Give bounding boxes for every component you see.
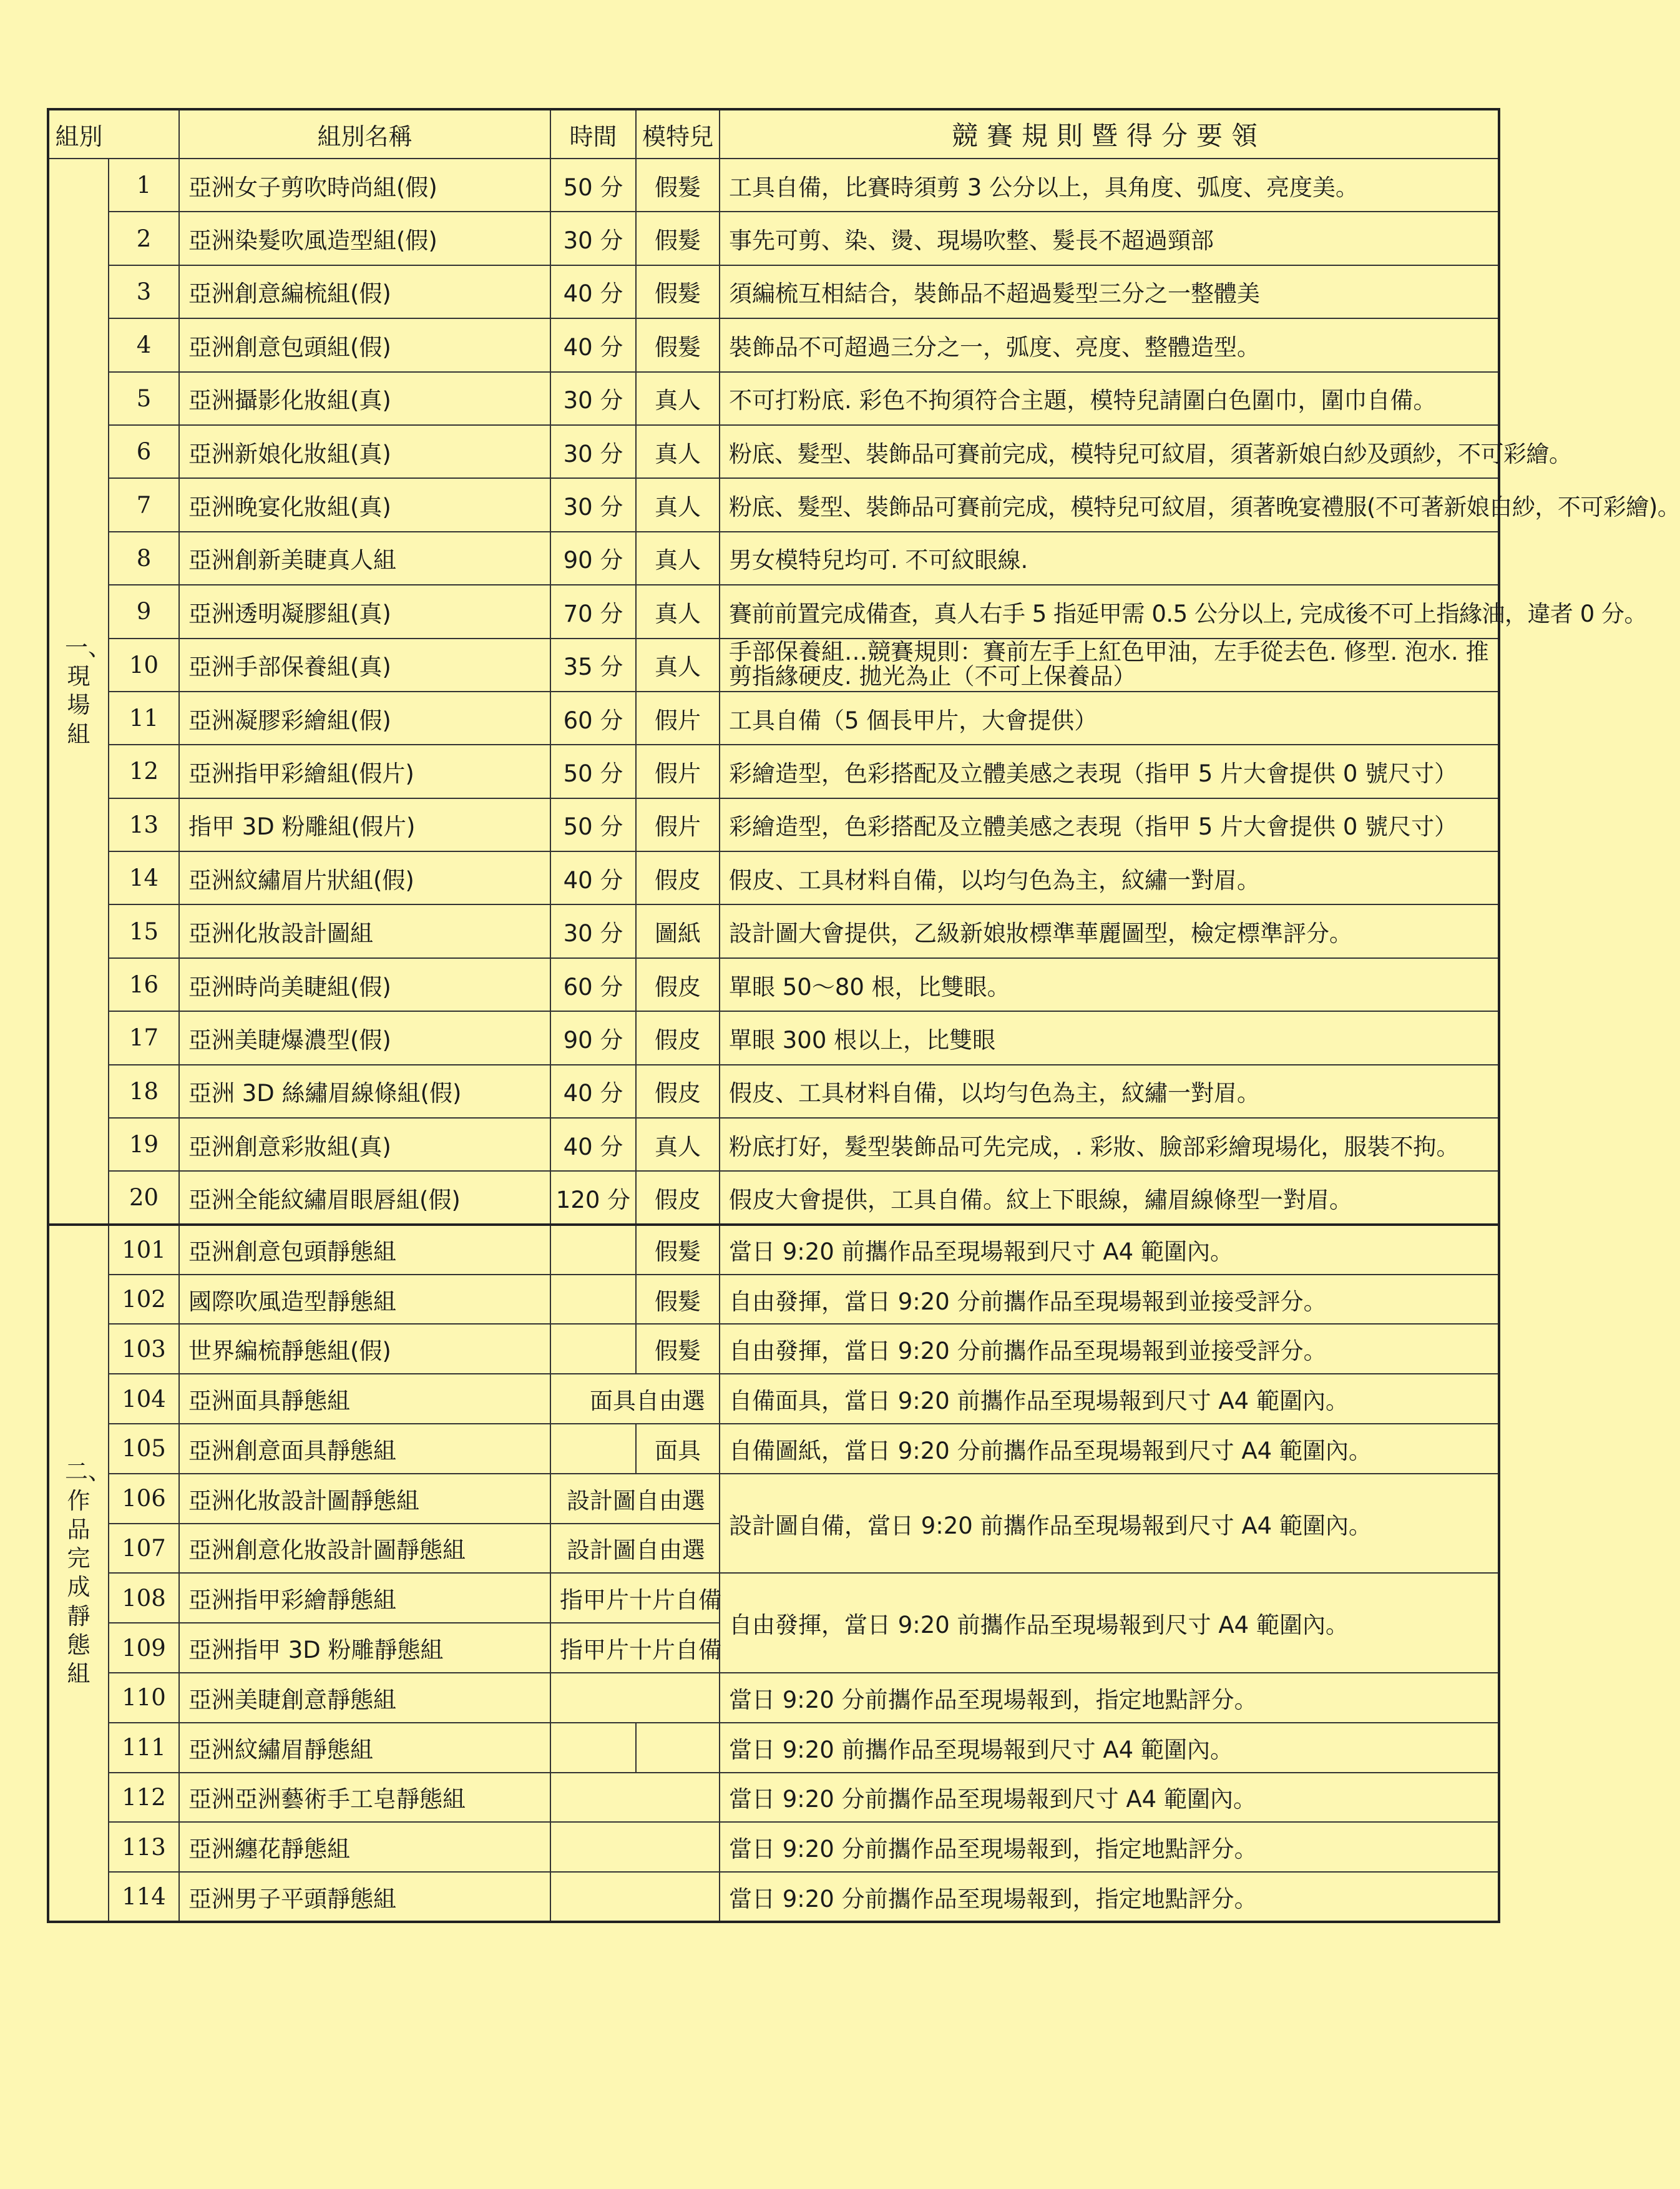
group-model: 假皮 [636, 1011, 720, 1064]
group-rules: 設計圖大會提供，乙級新娘妝標準華麗圖型，檢定標準評分。 [720, 904, 1499, 957]
group-rules: 當日 9:20 分前攜作品至現場報到尺寸 A4 範圍內。 [720, 1773, 1499, 1823]
table-row [48, 958, 1499, 1011]
header-group-name: 組別名稱 [179, 109, 550, 159]
group-model: 假髮 [636, 159, 720, 212]
table-row [48, 1773, 1499, 1823]
group-number: 112 [109, 1773, 179, 1823]
group-number: 5 [109, 372, 179, 425]
group-time: 90 分 [550, 1011, 636, 1064]
group-name: 世界編梳靜態組(假) [179, 1324, 550, 1374]
group-name: 亞洲手部保養組(真) [179, 639, 550, 692]
group-time [550, 1723, 636, 1773]
group-rules: 事先可剪、染、燙、現場吹整、髮長不超過頸部 [720, 212, 1499, 265]
table-row [48, 745, 1499, 798]
group-number: 6 [109, 425, 179, 478]
group-number: 14 [109, 851, 179, 904]
group-model [636, 1723, 720, 1773]
group-number: 20 [109, 1171, 179, 1224]
group-rules: 賽前前置完成備查，真人右手 5 指延甲需 0.5 公分以上, 完成後不可上指緣油，違者 0 分。 [720, 585, 1499, 638]
group-rules: 假皮大會提供，工具自備。紋上下眼線，繡眉線條型一對眉。 [720, 1171, 1499, 1224]
group-number: 19 [109, 1118, 179, 1171]
group-rules: 自由發揮，當日 9:20 分前攜作品至現場報到並接受評分。 [720, 1275, 1499, 1325]
group-name: 亞洲指甲彩繪靜態組 [179, 1573, 550, 1623]
group-time: 90 分 [550, 532, 636, 585]
group-material: 指甲片十片自備 [550, 1573, 720, 1623]
table-row [48, 159, 1499, 212]
table-row [48, 851, 1499, 904]
table-row [48, 798, 1499, 851]
group-rules: 當日 9:20 分前攜作品至現場報到，指定地點評分。 [720, 1673, 1499, 1723]
group-rules: 單眼 50～80 根，比雙眼。 [720, 958, 1499, 1011]
group-number: 110 [109, 1673, 179, 1723]
table-row [48, 692, 1499, 745]
group-model: 假髮 [636, 1275, 720, 1325]
group-number: 101 [109, 1225, 179, 1275]
group-name: 亞洲透明凝膠組(真) [179, 585, 550, 638]
group-number: 111 [109, 1723, 179, 1773]
group-time: 60 分 [550, 692, 636, 745]
group-name: 亞洲染髮吹風造型組(假) [179, 212, 550, 265]
group-rules: 單眼 300 根以上，比雙眼 [720, 1011, 1499, 1064]
group-rules: 假皮、工具材料自備，以均勻色為主，紋繡一對眉。 [720, 851, 1499, 904]
group-name: 亞洲創意彩妝組(真) [179, 1118, 550, 1171]
group-number: 10 [109, 639, 179, 692]
group-number: 114 [109, 1872, 179, 1922]
group-number: 107 [109, 1524, 179, 1574]
group-time: 50 分 [550, 745, 636, 798]
category-static-label: 二、作品完成靜態組 [65, 1458, 111, 1688]
group-name: 亞洲攝影化妝組(真) [179, 372, 550, 425]
group-number: 16 [109, 958, 179, 1011]
group-time: 30 分 [550, 904, 636, 957]
group-time: 70 分 [550, 585, 636, 638]
group-rules: 工具自備（5 個長甲片，大會提供） [720, 692, 1499, 745]
group-material: 設計圖自由選 [550, 1474, 720, 1524]
group-rules: 設計圖自備，當日 9:20 前攜作品至現場報到尺寸 A4 範圍內。 [720, 1474, 1499, 1574]
group-time: 30 分 [550, 425, 636, 478]
group-rules: 當日 9:20 分前攜作品至現場報到，指定地點評分。 [720, 1822, 1499, 1872]
group-model: 圖紙 [636, 904, 720, 957]
group-name: 亞洲晚宴化妝組(真) [179, 478, 550, 531]
group-name: 亞洲創意包頭靜態組 [179, 1225, 550, 1275]
group-number: 106 [109, 1474, 179, 1524]
table-row [48, 425, 1499, 478]
group-number: 102 [109, 1275, 179, 1325]
group-name: 亞洲新娘化妝組(真) [179, 425, 550, 478]
category-static [48, 1225, 109, 1922]
group-number: 1 [109, 159, 179, 212]
group-number: 108 [109, 1573, 179, 1623]
group-number: 104 [109, 1374, 179, 1424]
group-material [550, 1822, 720, 1872]
table-row [48, 212, 1499, 265]
table-row [48, 1573, 1499, 1623]
group-number: 3 [109, 265, 179, 318]
group-name: 亞洲創意編梳組(假) [179, 265, 550, 318]
group-rules: 假皮、工具材料自備，以均勻色為主，紋繡一對眉。 [720, 1065, 1499, 1118]
group-time: 50 分 [550, 159, 636, 212]
group-number: 15 [109, 904, 179, 957]
group-rules: 當日 9:20 前攜作品至現場報到尺寸 A4 範圍內。 [720, 1723, 1499, 1773]
group-time: 40 分 [550, 318, 636, 371]
group-rules: 工具自備，比賽時須剪 3 公分以上，具角度、弧度、亮度美。 [720, 159, 1499, 212]
group-number: 8 [109, 532, 179, 585]
group-material: 面具自由選 [550, 1374, 720, 1424]
group-name: 亞洲紋繡眉靜態組 [179, 1723, 550, 1773]
table-row [48, 1822, 1499, 1872]
table-row [48, 1118, 1499, 1171]
group-rules: 自備面具，當日 9:20 前攜作品至現場報到尺寸 A4 範圍內。 [720, 1374, 1499, 1424]
table-row [48, 372, 1499, 425]
group-model: 假髮 [636, 265, 720, 318]
group-material [550, 1773, 720, 1823]
table-row [48, 1424, 1499, 1474]
group-rules: 自由發揮，當日 9:20 前攜作品至現場報到尺寸 A4 範圍內。 [720, 1573, 1499, 1673]
group-rules: 不可打粉底. 彩色不拘須符合主題，模特兒請圍白色圍巾，圍巾自備。 [720, 372, 1499, 425]
table-row [48, 478, 1499, 531]
group-time [550, 1424, 636, 1474]
group-model: 假髮 [636, 1225, 720, 1275]
group-name: 指甲 3D 粉雕組(假片) [179, 798, 550, 851]
group-time: 120 分 [550, 1171, 636, 1224]
group-name: 亞洲全能紋繡眉眼唇組(假) [179, 1171, 550, 1224]
header-time: 時間 [550, 109, 636, 159]
group-rules: 當日 9:20 分前攜作品至現場報到，指定地點評分。 [720, 1872, 1499, 1922]
table-row [48, 318, 1499, 371]
group-name: 亞洲時尚美睫組(假) [179, 958, 550, 1011]
group-material: 指甲片十片自備 [550, 1623, 720, 1673]
group-time: 40 分 [550, 1065, 636, 1118]
group-number: 113 [109, 1822, 179, 1872]
group-material [550, 1673, 720, 1723]
table-row [48, 1065, 1499, 1118]
group-time: 40 分 [550, 851, 636, 904]
group-model: 假髮 [636, 212, 720, 265]
table-row [48, 1275, 1499, 1325]
group-time [550, 1324, 636, 1374]
group-material: 設計圖自由選 [550, 1524, 720, 1574]
table-row [48, 1474, 1499, 1524]
group-model: 真人 [636, 478, 720, 531]
group-time: 30 分 [550, 372, 636, 425]
header-rules: 競賽規則暨得分要領 [720, 109, 1499, 159]
group-rules: 手部保養組…競賽規則：賽前左手上紅色甲油，左手從去色. 修型. 泡水. 推剪指緣硬皮. 拋光為止（不可上保養品） [720, 639, 1499, 692]
group-model: 假髮 [636, 1324, 720, 1374]
group-number: 109 [109, 1623, 179, 1673]
group-number: 17 [109, 1011, 179, 1064]
group-name: 國際吹風造型靜態組 [179, 1275, 550, 1325]
group-rules: 粉底打好，髮型裝飾品可先完成，. 彩妝、臉部彩繪現場化，服裝不拘。 [720, 1118, 1499, 1171]
table-row [48, 1723, 1499, 1773]
group-rules: 粉底、髮型、裝飾品可賽前完成，模特兒可紋眉，須著新娘白紗及頭紗，不可彩繪。 [720, 425, 1499, 478]
group-rules: 粉底、髮型、裝飾品可賽前完成，模特兒可紋眉，須著晚宴禮服(不可著新娘白紗，不可彩繪)。 [720, 478, 1499, 531]
group-number: 4 [109, 318, 179, 371]
group-name: 亞洲化妝設計圖組 [179, 904, 550, 957]
group-name: 亞洲創意包頭組(假) [179, 318, 550, 371]
table-row [48, 1171, 1499, 1224]
table-row [48, 585, 1499, 638]
group-name: 亞洲凝膠彩繪組(假) [179, 692, 550, 745]
group-rules: 男女模特兒均可. 不可紋眼線. [720, 532, 1499, 585]
table-row [48, 904, 1499, 957]
group-name: 亞洲創新美睫真人組 [179, 532, 550, 585]
group-name: 亞洲紋繡眉片狀組(假) [179, 851, 550, 904]
static-section [48, 1225, 1499, 1922]
live-section [48, 159, 1680, 1225]
header-row [48, 109, 1499, 159]
table-row [48, 639, 1499, 692]
competition-rules-table [47, 108, 1680, 1923]
group-rules: 彩繪造型，色彩搭配及立體美感之表現（指甲 5 片大會提供 0 號尺寸） [720, 745, 1499, 798]
group-name: 亞洲女子剪吹時尚組(假) [179, 159, 550, 212]
group-time: 50 分 [550, 798, 636, 851]
group-name: 亞洲指甲 3D 粉雕靜態組 [179, 1623, 550, 1673]
table-row [48, 265, 1499, 318]
group-rules: 當日 9:20 前攜作品至現場報到尺寸 A4 範圍內。 [720, 1225, 1499, 1275]
group-name: 亞洲創意化妝設計圖靜態組 [179, 1524, 550, 1574]
group-time: 40 分 [550, 265, 636, 318]
group-number: 12 [109, 745, 179, 798]
group-rules: 自備圖紙，當日 9:20 分前攜作品至現場報到尺寸 A4 範圍內。 [720, 1424, 1499, 1474]
group-model: 真人 [636, 425, 720, 478]
group-model: 假片 [636, 798, 720, 851]
table-row [48, 1324, 1499, 1374]
group-time: 60 分 [550, 958, 636, 1011]
group-model: 真人 [636, 585, 720, 638]
group-name: 亞洲纏花靜態組 [179, 1822, 550, 1872]
group-name: 亞洲化妝設計圖靜態組 [179, 1474, 550, 1524]
group-number: 11 [109, 692, 179, 745]
group-model: 真人 [636, 1118, 720, 1171]
group-material [550, 1872, 720, 1922]
group-name: 亞洲面具靜態組 [179, 1374, 550, 1424]
group-rules: 須編梳互相結合，裝飾品不超過髮型三分之一整體美 [720, 265, 1499, 318]
header-group-number [109, 109, 179, 159]
table-row [48, 1872, 1499, 1922]
group-rules: 自由發揮，當日 9:20 分前攜作品至現場報到並接受評分。 [720, 1324, 1499, 1374]
group-model: 假皮 [636, 851, 720, 904]
group-time: 30 分 [550, 212, 636, 265]
table-row [48, 1011, 1499, 1064]
group-time: 35 分 [550, 639, 636, 692]
group-model: 假皮 [636, 958, 720, 1011]
group-time: 40 分 [550, 1118, 636, 1171]
group-number: 13 [109, 798, 179, 851]
group-model: 真人 [636, 372, 720, 425]
group-name: 亞洲 3D 絲繡眉線條組(假) [179, 1065, 550, 1118]
group-number: 18 [109, 1065, 179, 1118]
group-model: 假片 [636, 692, 720, 745]
group-model: 假髮 [636, 318, 720, 371]
category-live [48, 159, 109, 1225]
group-name: 亞洲指甲彩繪組(假片) [179, 745, 550, 798]
group-model: 假皮 [636, 1171, 720, 1224]
group-model: 假片 [636, 745, 720, 798]
group-number: 105 [109, 1424, 179, 1474]
group-rules: 彩繪造型，色彩搭配及立體美感之表現（指甲 5 片大會提供 0 號尺寸） [720, 798, 1499, 851]
group-model: 真人 [636, 639, 720, 692]
group-time [550, 1225, 636, 1275]
group-name: 亞洲創意面具靜態組 [179, 1424, 550, 1474]
group-rules: 裝飾品不可超過三分之一，弧度、亮度、整體造型。 [720, 318, 1499, 371]
group-number: 7 [109, 478, 179, 531]
header-model: 模特兒 [636, 109, 720, 159]
group-number: 103 [109, 1324, 179, 1374]
group-model: 真人 [636, 532, 720, 585]
group-model: 假皮 [636, 1065, 720, 1118]
group-name: 亞洲亞洲藝術手工皂靜態組 [179, 1773, 550, 1823]
group-number: 9 [109, 585, 179, 638]
group-time: 30 分 [550, 478, 636, 531]
header-group: 組別 [48, 109, 109, 159]
group-name: 亞洲男子平頭靜態組 [179, 1872, 550, 1922]
table-row [48, 1374, 1499, 1424]
table-row [48, 1225, 1499, 1275]
group-time [550, 1275, 636, 1325]
table-row [48, 1673, 1499, 1723]
table-row [48, 532, 1499, 585]
group-name: 亞洲美睫創意靜態組 [179, 1673, 550, 1723]
group-model: 面具 [636, 1424, 720, 1474]
group-number: 2 [109, 212, 179, 265]
category-live-label: 一、現場組 [65, 634, 111, 748]
group-name: 亞洲美睫爆濃型(假) [179, 1011, 550, 1064]
